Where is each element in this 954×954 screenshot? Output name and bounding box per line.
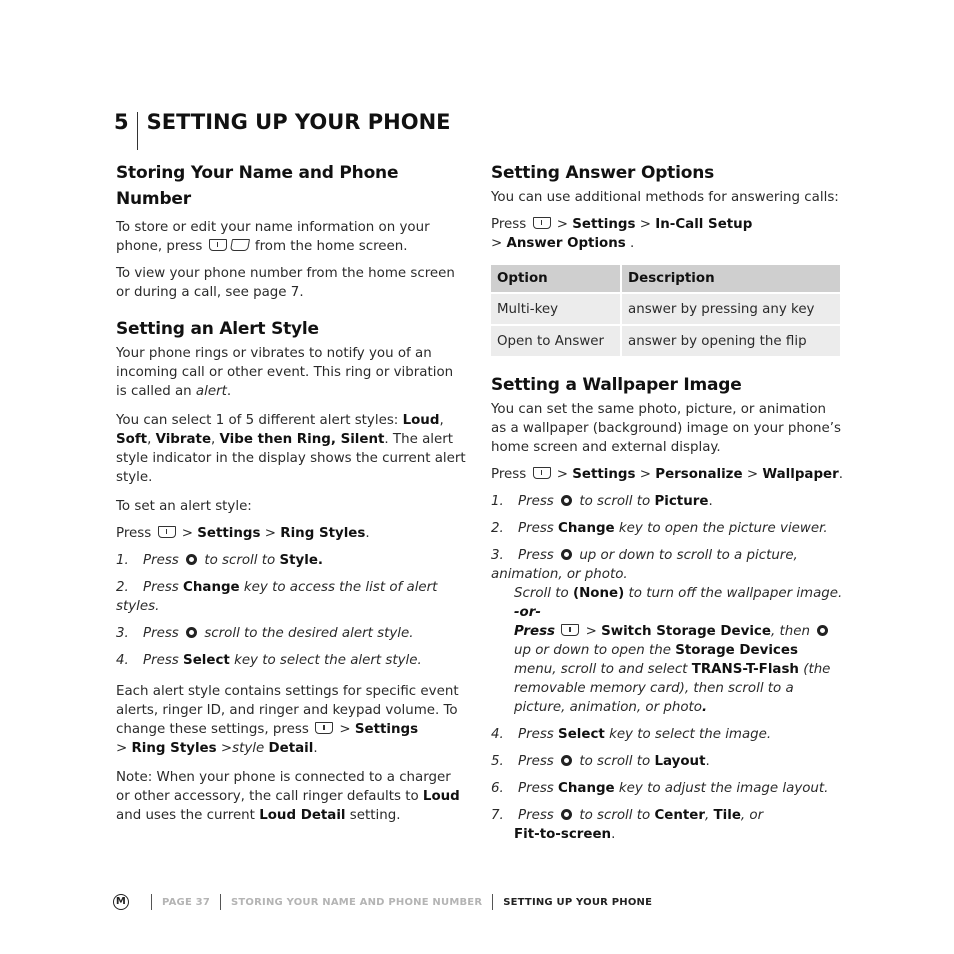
alert-step-3: 3. Press scroll to the desired alert style. [116, 626, 414, 641]
chapter-heading [114, 110, 451, 150]
alert-paragraph-1: Your phone rings or vibrates to notify you of an incoming call or other event. This ring or vibration is called an alert. [116, 346, 454, 399]
section-title-storing-name: Storing Your Name and Phone Number [116, 163, 399, 209]
wallpaper-step-4: 4. Press Select key to select the image. [491, 727, 772, 742]
navigation-key-icon [186, 627, 197, 638]
navigation-key-icon [186, 554, 197, 565]
storing-name-paragraph-1: To store or edit your name information on your phone, press from the home screen. [116, 220, 430, 254]
section-title-answer-options: Setting Answer Options [491, 163, 715, 183]
answer-path: Press > Settings > In-Call Setup > Answer Options . [491, 217, 753, 251]
answer-paragraph: You can use additional methods for answering calls: [491, 190, 839, 205]
chapter-divider [137, 112, 138, 150]
menu-key-icon [158, 526, 176, 538]
alert-paragraph-4: Each alert style contains settings for specific event alerts, ringer ID, and ringer and keypad volume. To change these settings, press > Settings > Ring Styles >style Detail. [116, 684, 459, 756]
table-header: Option [491, 265, 621, 293]
table-header: Description [621, 265, 840, 293]
menu-key-icon [315, 722, 333, 734]
wallpaper-step-3: 3. Press up or down to scroll to a picture, animation, or photo. Scroll to (None) to turn off the wallpaper image. -or- Press > Switch Storage Device, then up or down to open the Storage Devices menu, scroll to and select TRANS-T-Flash (the removable memory card), then scroll to a picture, animation, or photo. [491, 548, 843, 715]
left-column [116, 160, 466, 833]
contacts-key-icon [230, 239, 250, 251]
wallpaper-step-2: 2. Press Change key to open the picture viewer. [491, 521, 828, 536]
navigation-key-icon [561, 809, 572, 820]
footer-chapter: SETTING UP YOUR PHONE [503, 896, 653, 908]
alert-path: Press > Settings > Ring Styles. [116, 526, 370, 541]
motorola-logo-icon: M [113, 894, 129, 910]
footer-divider [220, 894, 221, 910]
footer-page-number: PAGE 37 [162, 896, 210, 908]
navigation-key-icon [561, 549, 572, 560]
wallpaper-step-7: 7. Press to scroll to Center, Tile, or Fit-to-screen. [491, 808, 764, 842]
alert-paragraph-2: You can select 1 of 5 different alert styles: Loud, Soft, Vibrate, Vibe then Ring, Silent. The alert style indicator in the display shows the current alert style. [116, 413, 466, 485]
wallpaper-step-6: 6. Press Change key to adjust the image layout. [491, 781, 829, 796]
right-column [491, 160, 843, 852]
storing-name-paragraph-2: To view your phone number from the home screen or during a call, see page 7. [116, 266, 455, 300]
wallpaper-path: Press > Settings > Personalize > Wallpaper. [491, 467, 843, 482]
menu-key-icon [209, 239, 227, 251]
navigation-key-icon [561, 495, 572, 506]
menu-key-icon [533, 217, 551, 229]
footer-divider [492, 894, 493, 910]
wallpaper-paragraph: You can set the same photo, picture, or animation as a wallpaper (background) image on your phone’s home screen and external display. [491, 402, 842, 455]
page-footer [113, 891, 652, 913]
table-cell: answer by pressing any key [621, 293, 840, 325]
table-header-row [491, 265, 840, 293]
chapter-title: SETTING UP YOUR PHONE [146, 110, 451, 134]
menu-key-icon [561, 624, 579, 636]
wallpaper-step-5: 5. Press to scroll to Layout. [491, 754, 710, 769]
table-row [491, 325, 840, 356]
navigation-key-icon [561, 755, 572, 766]
navigation-key-icon [817, 625, 828, 636]
table-row [491, 293, 840, 325]
alert-paragraph-3: To set an alert style: [116, 499, 252, 514]
alert-step-2: 2. Press Change key to access the list of alert styles. [116, 580, 438, 614]
section-title-alert-style: Setting an Alert Style [116, 319, 319, 339]
footer-divider [151, 894, 152, 910]
answer-options-table [491, 265, 840, 356]
section-title-wallpaper: Setting a Wallpaper Image [491, 375, 742, 395]
menu-key-icon [533, 467, 551, 479]
table-cell: answer by opening the flip [621, 325, 840, 356]
chapter-number: 5 [114, 110, 129, 134]
alert-step-4: 4. Press Select key to select the alert style. [116, 653, 422, 668]
wallpaper-step-1: 1. Press to scroll to Picture. [491, 494, 713, 509]
footer-section: STORING YOUR NAME AND PHONE NUMBER [231, 896, 483, 908]
note-paragraph: Note: When your phone is connected to a charger or other accessory, the call ringer defaults to Loud and uses the current Loud Detail setting. [116, 770, 460, 823]
alert-step-1: 1. Press to scroll to Style. [116, 553, 324, 568]
table-cell: Open to Answer [491, 325, 621, 356]
table-cell: Multi-key [491, 293, 621, 325]
